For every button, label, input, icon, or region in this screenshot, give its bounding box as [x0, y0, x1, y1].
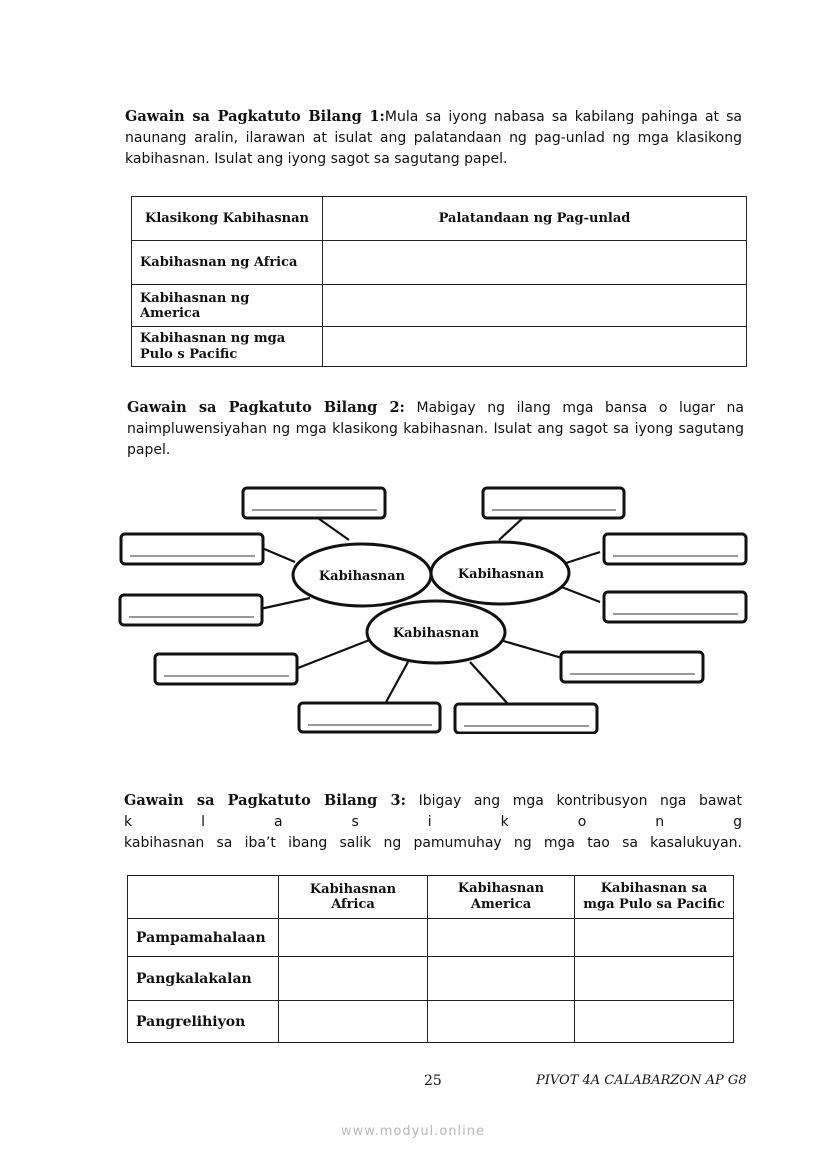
answer-box[interactable] — [604, 534, 746, 564]
connector — [559, 586, 600, 602]
gawain-3-line1: Ibigay ang mga kontribusyon nga bawat — [405, 793, 742, 809]
gawain-3-instruction — [124, 790, 742, 854]
table1-row-pacific: Kabihasnan ng mga Pulo s Pacific — [132, 327, 323, 367]
answer-box[interactable] — [455, 704, 597, 733]
kabihasnan-label-right: Kabihasnan — [457, 567, 545, 582]
kabihasnan-label-left: Kabihasnan — [318, 569, 406, 584]
table3-row-pangrelihiyon: Pangrelihiyon — [128, 1001, 279, 1043]
answer-box[interactable] — [299, 703, 440, 732]
gawain-3-line3: kabihasnan sa iba’t ibang salik ng pamumuhay ng mga tao sa kasalukuyan. — [124, 835, 742, 851]
gawain-3-title: Gawain sa Pagkatuto Bilang 3: — [124, 792, 406, 809]
gawain-2-text: Mabigay ng ilang mga bansa o lugar na naimpluwensiyahan ng mga klasikong kabihasnan. Isulat ang sagot sa iyong sagutang papel. — [127, 400, 744, 458]
connector — [385, 662, 408, 704]
table3-row-pampamahalaan: Pampamahalaan — [128, 919, 279, 957]
gawain-1-title: Gawain sa Pagkatuto Bilang 1: — [125, 108, 385, 125]
table3-answer-cell[interactable] — [279, 919, 428, 957]
table1-answer-cell[interactable] — [323, 327, 747, 367]
table3-answer-cell[interactable] — [428, 919, 575, 957]
table1-row-africa: Kabihasnan ng Africa — [132, 241, 323, 285]
table1-answer-cell[interactable] — [323, 241, 747, 285]
connector — [262, 548, 295, 562]
table3-answer-cell[interactable] — [575, 1001, 734, 1043]
table1-header-palatandaan: Palatandaan ng Pag-unlad — [323, 197, 747, 241]
gawain-3-spread-line: k l a s i k o n g — [124, 814, 742, 830]
gawain-2-title: Gawain sa Pagkatuto Bilang 2: — [127, 399, 405, 416]
table3-row-pangkalakalan: Pangkalakalan — [128, 957, 279, 1001]
table3-header-pacific: Kabihasnan sa mga Pulo sa Pacific — [575, 876, 734, 919]
answer-box[interactable] — [155, 654, 297, 684]
table3-answer-cell[interactable] — [428, 1001, 575, 1043]
table3-header-empty — [128, 876, 279, 919]
table3-answer-cell[interactable] — [575, 957, 734, 1001]
answer-box[interactable] — [561, 652, 703, 682]
kabihasnan-diagram — [115, 482, 755, 734]
table1-row-america: Kabihasnan ng America — [132, 285, 323, 327]
connector — [563, 552, 600, 564]
connector — [315, 516, 349, 540]
connector — [499, 516, 525, 540]
connector — [260, 598, 310, 609]
table3-header-america: Kabihasnan America — [428, 876, 575, 919]
series-label: PIVOT 4A CALABARZON AP G8 — [536, 1073, 747, 1088]
table3-answer-cell[interactable] — [279, 957, 428, 1001]
answer-box[interactable] — [120, 595, 262, 625]
answer-box[interactable] — [121, 534, 263, 564]
answer-box[interactable] — [483, 488, 624, 518]
table3-answer-cell[interactable] — [575, 919, 734, 957]
page-number: 25 — [424, 1073, 442, 1089]
table3-header-africa: Kabihasnan Africa — [279, 876, 428, 919]
palatandaan-table — [131, 196, 747, 367]
connector — [500, 640, 562, 658]
table3-answer-cell[interactable] — [428, 957, 575, 1001]
answer-box[interactable] — [604, 592, 746, 622]
table1-header-kabihasnan: Klasikong Kabihasnan — [132, 197, 323, 241]
watermark: www.modyul.online — [340, 1124, 486, 1139]
kabihasnan-label-center: Kabihasnan — [392, 626, 480, 641]
gawain-2-instruction — [127, 397, 744, 461]
answer-box[interactable] — [243, 488, 385, 518]
connector — [298, 639, 372, 668]
table3-answer-cell[interactable] — [279, 1001, 428, 1043]
connector — [470, 662, 508, 704]
table1-answer-cell[interactable] — [323, 285, 747, 327]
gawain-1-instruction — [125, 106, 742, 170]
gawain-1-text: Mula sa iyong nabasa sa kabilang pahinga at sa naunang aralin, ilarawan at isulat ang palatandaan ng pag-unlad ng mga klasikong kabihasnan. Isulat ang iyong sagot sa sagutang papel. — [125, 109, 742, 167]
kontribusyon-table — [127, 875, 734, 1043]
